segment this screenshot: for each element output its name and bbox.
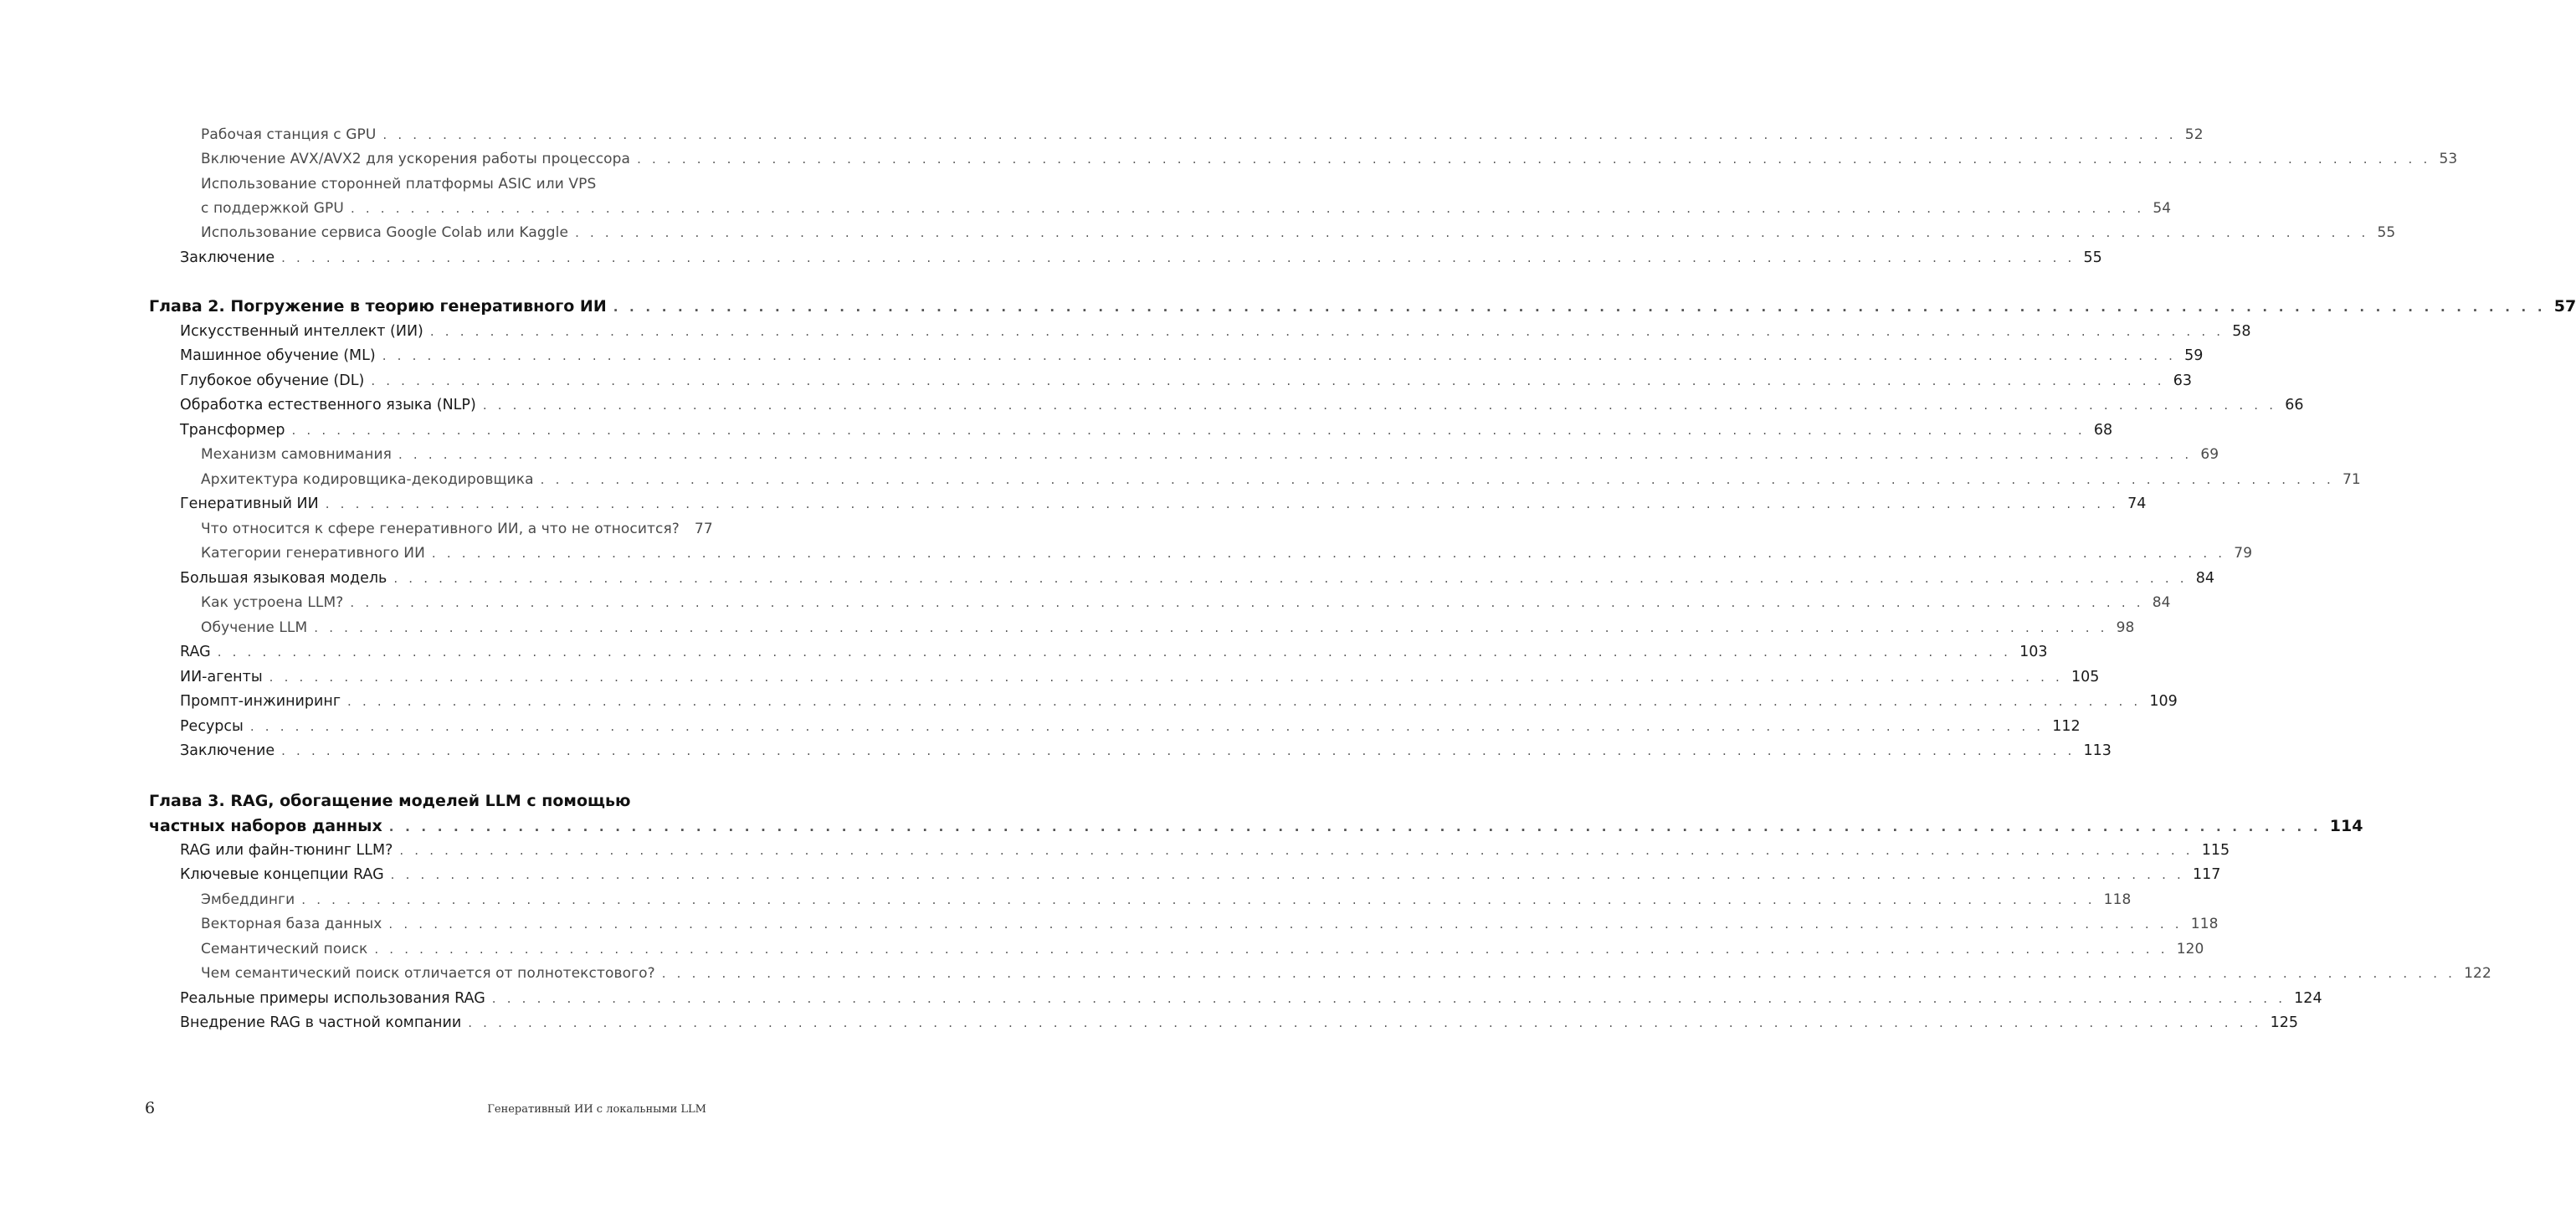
toc-page-number: 112 (2052, 718, 2081, 735)
toc-dot-leader: . . . . . . . . . . . . . . . . . . . . . . . . . . . . . . . . . . . . . . . . . . . . . . . . . . . . . . . . . . . . . . . . . . . . . . . . . . . . . . . . . . . . . . . . . . . . . . . . . . . . . . . . . . . . . . . . . . . . . . . . (281, 250, 2076, 265)
toc-page-number: 84 (2195, 570, 2215, 587)
toc-entry (180, 397, 2304, 413)
toc-page-number: 113 (2083, 742, 2112, 759)
toc-dot-leader: . . . . . . . . . . . . . . . . . . . . . . . . . . . . . . . . . . . . . . . . . . . . . . . . . . . . . . . . . . . . . . . . . . . . . . . . . . . . . . . . . . . . . . . . . . . . . . . . . . . . . . . . . . . . . . . . . . . . . . . . (540, 472, 2335, 487)
toc-entry (180, 249, 2102, 266)
toc-page-number: 74 (2127, 495, 2147, 512)
toc-page-number: 115 (2201, 842, 2230, 859)
toc-entry (180, 669, 2100, 685)
toc-dot-leader: . . . . . . . . . . . . . . . . . . . . . . . . . . . . . . . . . . . . . . . . . . . . . . . . . . . . . . . . . . . . . . . . . . . . . . . . . . . . . . . . . . . . . . . . . . . . . . . . . . . . . . . . . . . . . . . . . . . . . . . . (350, 201, 2145, 216)
toc-entry-title: Трансформер (180, 422, 285, 439)
toc-entry (201, 151, 2458, 167)
toc-dot-leader: . . . . . . . . . . . . . . . . . . . . . . . . . . . . . . . . . . . . . . . . . . . . . . . . . . . . . . . . . . . . . . . . . . . . . . . . . . . . . . . . . . . . . . . . . . . . . . . . . . . . . . . . . . . . . . . . . . . . . . . . (661, 966, 2456, 981)
toc-page-number: 122 (2464, 965, 2491, 982)
toc-entry (180, 718, 2081, 735)
toc-entry (201, 619, 2135, 636)
toc-entry (180, 570, 2215, 587)
toc-page-number: 55 (2377, 224, 2396, 241)
toc-entry (180, 866, 2221, 883)
toc-entry (201, 594, 2171, 611)
toc-entry-title: Категории генеративного ИИ (201, 545, 425, 562)
toc-page-number: 55 (2083, 249, 2102, 266)
toc-page-number: 79 (2234, 545, 2253, 562)
toc-page-number: 124 (2294, 990, 2322, 1007)
toc-dot-leader: . . . . . . . . . . . . . . . . . . . . . . . . . . . . . . . . . . . . . . . . . . . . . . . . . . . . . . . . . . . . . . . . . . . . . . . . . . . . . . . . . . . . . . . . . . . . . . . . . . . . . . . . . . . . . . . . . . . . . . . . (468, 1015, 2262, 1030)
toc-entry-title: Векторная база данных (201, 916, 382, 932)
toc-entry-title: Внедрение RAG в частной компании (180, 1014, 462, 1031)
toc-dot-leader: . . . . . . . . . . . . . . . . . . . . . . . . . . . . . . . . . . . . . . . . . . . . . . . . . . . . . . . . . . . . . . . . . . . . . . . . . . . . . . . . . . . . . . . . . . . . . . . . . . . . . . . . . . . . . . . . . . . . . . . . (382, 348, 2177, 363)
toc-page-number: 118 (2190, 916, 2219, 932)
toc-entry-title: Эмбеддинги (201, 891, 295, 908)
toc-entry-title: Глубокое обучение (DL) (180, 372, 365, 389)
toc-entry-title: Промпт-инжиниринг (180, 693, 341, 710)
toc-dot-leader: . . . . . . . . . . . . . . . . . . . . . . . . . . . . . . . . . . . . . . . . . . . . . . . . . . . . . . . . . . . . . . . . . . . . . . . . . . . . . . . . . . . . . . . . . . . . . . . . . . . . . . . . . . . . . . . . . . . . . . . . (613, 300, 2546, 315)
toc-entry-title: Как устроена LLM? (201, 594, 344, 611)
toc-entry (180, 347, 2204, 364)
toc-entry-title: Глава 2. Погружение в теорию генеративного ИИ (149, 297, 607, 316)
toc-entry (201, 941, 2204, 957)
toc-entry-title: Машинное обучение (ML) (180, 347, 376, 364)
toc-page-number: 66 (2285, 397, 2304, 413)
toc-entry (201, 446, 2219, 463)
toc-dot-leader: . . . . . . . . . . . . . . . . . . . . . . . . . . . . . . . . . . . . . . . . . . . . . . . . . . . . . . . . . . . . . . . . . . . . . . . . . . . . . . . . . . . . . . . . . . . . . . . . . . . . . . . . . . . . . . . . . . . . . . . . (482, 398, 2277, 413)
toc-entry (201, 471, 2361, 488)
toc-dot-leader: . . . . . . . . . . . . . . . . . . . . . . . . . . . . . . . . . . . . . . . . . . . . . . . . . . . . . . . . . . . . . . . . . . . . . . . . . . . . . . . . . . . . . . . . . . . . . . . . . . . . . . . . . . . . . . . . . . . . . . . . (217, 644, 2012, 660)
toc-entry (201, 545, 2253, 562)
toc-entry (180, 990, 2322, 1007)
toc-dot-leader: . . . . . . . . . . . . . . . . . . . . . . . . . . . . . . . . . . . . . . . . . . . . . . . . . . . . . . . . . . . . . . . . . . . . . . . . . . . . . . . . . . . . . . . . . . . . . . . . . . . . . . . . . . . . . . . . . . . . . . . . (325, 496, 2120, 511)
toc-entry-title: Ресурсы (180, 718, 244, 735)
toc-entry-title: Ключевые концепции RAG (180, 866, 384, 883)
toc-dot-leader: . . . . . . . . . . . . . . . . . . . . . . . . . . . . . . . . . . . . . . . . . . . . . . . . . . . . . . . . . . . . . . . . . . . . . . . . . . . . . . . . . . . . . . . . . . . . . . . . . . . . . . . . . . . . . . . . . . . . . . . . (382, 127, 2177, 142)
toc-chapter-entry (149, 817, 2363, 835)
toc-entry-title: Обработка естественного языка (NLP) (180, 397, 476, 413)
toc-entry-title: RAG или файн-тюнинг LLM? (180, 842, 393, 859)
toc-entry-title: Искусственный интеллект (ИИ) (180, 323, 423, 340)
toc-dot-leader: . . . . . . . . . . . . . . . . . . . . . . . . . . . . . . . . . . . . . . . . . . . . . . . . . . . . . . . . . . . . . . . . . . . . . . . . . . . . . . . . . . . . . . . . . . . . . . . . . . . . . . . . . . . . . . . . . . . . . . . . (388, 916, 2183, 932)
toc-dot-leader: . . . . . . . . . . . . . . . . . . . . . . . . . . . . . . . . . . . . . . . . . . . . . . . . . . . . . . . . . . . . . . . . . . . . . . . . . . . . . . . . . . . . . . . . . . . . . . . . . . . . . . . . . . . . . . . . . . . . . . . . (281, 743, 2076, 758)
toc-page-number: 118 (2103, 891, 2132, 908)
toc-entry-title: Включение AVX/AVX2 для ускорения работы процессора (201, 151, 631, 167)
toc-dot-leader: . . . . . . . . . . . . . . . . . . . . . . . . . . . . . . . . . . . . . . . . . . . . . . . . . . . . . . . . . . . . . . . . . . . . . . . . . . . . . . . . . . . . . . . . . . . . . . . . . . . . . . . . . . . . . . . . . . . . . . . . (371, 373, 2165, 388)
toc-entry (201, 176, 711, 193)
toc-page-number: 54 (2153, 200, 2172, 217)
toc-entry (180, 693, 2178, 710)
toc-dot-leader: . . . . . . . . . . . . . . . . . . . . . . . . . . . . . . . . . . . . . . . . . . . . . . . . . . . . . . . . . . . . . . . . . . . . . . . . . . . . . . . . . . . . . . . . . . . . . . . . . . . . . . . . . . . . . . . . . . . . . . . . (575, 225, 2369, 240)
toc-entry-title: RAG (180, 644, 211, 660)
toc-page-number: 53 (2439, 151, 2458, 167)
toc-entry-title: Архитектура кодировщика-декодировщика (201, 471, 534, 488)
toc-page-number: 58 (2232, 323, 2251, 340)
toc-dot-leader: . . . . . . . . . . . . . . . . . . . . . . . . . . . . . . . . . . . . . . . . . . . . . . . . . . . . . . . . . . . . . . . . . . . . . . . . . . . . . . . . . . . . . . . . . . . . . . . . . . . . . . . . . . . . . . . . . . . . . . . . (249, 719, 2045, 734)
toc-dot-leader: . . . . . . . . . . . . . . . . . . . . . . . . . . . . . . . . . . . . . . . . . . . . . . . . . . . . . . . . . . . . . . . . . . . . . . . . . . . . . . . . . . . . . . . . . . . . . . . . . . . . . . . . . . . . . . . . . . . . . . . . (314, 620, 2108, 635)
toc-page-number: 57 (2553, 297, 2576, 316)
toc-entry (180, 1014, 2299, 1031)
toc-chapter-entry (149, 297, 2576, 316)
toc-dot-leader: . . . . . . . . . . . . . . . . . . . . . . . . . . . . . . . . . . . . . . . . . . . . . . . . . . . . . . . . . . . . . . . . . . . . . . . . . . . . . . . . . . . . . . . . . . . . . . . . . . . . . . . . . . . . . . . . . . . . . . . . (390, 867, 2185, 882)
toc-page-number: 69 (2200, 446, 2219, 463)
toc-dot-leader: . . . . . . . . . . . . . . . . . . . . . . . . . . . . . . . . . . . . . . . . . . . . . . . . . . . . . . . . . . . . . . . . . . . . . . . . . . . . . . . . . . . . . . . . . . . . . . . . . . . . . . . . . . . . . . . . . . . . . . . . (301, 892, 2096, 907)
toc-entry (180, 372, 2192, 389)
toc-entry-title: Чем семантический поиск отличается от полнотекстового? (201, 965, 655, 982)
toc-entry-title: Рабочая станция с GPU (201, 126, 377, 143)
toc-entry-title: Глава 3. RAG, обогащение моделей LLM с помощью (149, 792, 631, 810)
toc-page-number: 84 (2152, 594, 2171, 611)
page-number: 6 (145, 1099, 156, 1117)
toc-page-number: 125 (2270, 1014, 2299, 1031)
toc-dot-leader: . . . . . . . . . . . . . . . . . . . . . . . . . . . . . . . . . . . . . . . . . . . . . . . . . . . . . . . . . . . . . . . . . . . . . . . . . . . . . . . . . . . . . . . . . . . . . . . . . . . . . . . . . . . . . . . . . . . . . . . . (431, 546, 2226, 561)
toc-entry-title: Заключение (180, 742, 275, 759)
toc-entry (180, 742, 2112, 759)
toc-entry-title: частных наборов данных (149, 817, 382, 835)
toc-entry (201, 891, 2132, 908)
toc-dot-leader: . . . . . . . . . . . . . . . . . . . . . . . . . . . . . . . . . . . . . . . . . . . . . . . . . . . . . . . . . . . . . . . . . . . . . . . . . . . . . . . . . . . . . . . . . . . . . . . . . . . . . . . . . . . . . . . . . . . . . . . . (399, 843, 2194, 858)
toc-entry-title: Семантический поиск (201, 941, 368, 957)
toc-entry (180, 495, 2147, 512)
toc-entry (180, 422, 2113, 439)
toc-entry-title: Использование сторонней платформы ASIC или VPS (201, 176, 597, 193)
toc-page-number: 59 (2184, 347, 2204, 364)
toc-entry-title: Большая языковая модель (180, 570, 387, 587)
toc-page-number: 63 (2173, 372, 2192, 389)
toc-entry (180, 842, 2230, 859)
toc-entry-title: ИИ-агенты (180, 669, 263, 685)
toc-entry-title: Реальные примеры использования RAG (180, 990, 485, 1007)
toc-entry-title: Что относится к сфере генеративного ИИ, а что не относится? (201, 521, 680, 537)
toc-entry (201, 521, 711, 537)
toc-page-number: 114 (2329, 817, 2363, 835)
toc-dot-leader: . . . . . . . . . . . . . . . . . . . . . . . . . . . . . . . . . . . . . . . . . . . . . . . . . . . . . . . . . . . . . . . . . . . . . . . . . . . . . . . . . . . . . . . . . . . . . . . . . . . . . . . . . . . . . . . . . . . . . . . . (291, 423, 2086, 438)
running-footer-title: Генеративный ИИ с локальными LLM (487, 1103, 706, 1116)
toc-entry (201, 916, 2219, 932)
toc-page-number: 68 (2093, 422, 2113, 439)
toc-page-number: 103 (2019, 644, 2048, 660)
toc-dot-leader: . . . . . . . . . . . . . . . . . . . . . . . . . . . . . . . . . . . . . . . . . . . . . . . . . . . . . . . . . . . . . . . . . . . . . . . . . . . . . . . . . . . . . . . . . . . . . . . . . . . . . . . . . . . . . . . . . . . . . . . . (347, 694, 2142, 709)
toc-entry (201, 224, 2396, 241)
toc-chapter-entry (149, 792, 711, 810)
toc-dot-leader: . . . . . . . . . . . . . . . . . . . . . . . . . . . . . . . . . . . . . . . . . . . . . . . . . . . . . . . . . . . . . . . . . . . . . . . . . . . . . . . . . . . . . . . . . . . . . . . . . . . . . . . . . . . . . . . . . . . . . . . . (388, 819, 2322, 834)
toc-page-number: 109 (2149, 693, 2178, 710)
toc-entry-title: Обучение LLM (201, 619, 308, 636)
toc-entry (201, 965, 2491, 982)
toc-dot-leader: . . . . . . . . . . . . . . . . . . . . . . . . . . . . . . . . . . . . . . . . . . . . . . . . . . . . . . . . . . . . . . . . . . . . . . . . . . . . . . . . . . . . . . . . . . . . . . . . . . . . . . . . . . . . . . . . . . . . . . . . (374, 942, 2168, 957)
toc-page-number: 105 (2071, 669, 2100, 685)
toc-page-number: 120 (2176, 941, 2204, 957)
toc-dot-leader: . . . . . . . . . . . . . . . . . . . . . . . . . . . . . . . . . . . . . . . . . . . . . . . . . . . . . . . . . . . . . . . . . . . . . . . . . . . . . . . . . . . . . . . . . . . . . . . . . . . . . . . . . . . . . . . . . . . . . . . . (491, 991, 2286, 1006)
toc-dot-leader: . . . . . . . . . . . . . . . . . . . . . . . . . . . . . . . . . . . . . . . . . . . . . . . . . . . . . . . . . . . . . . . . . . . . . . . . . . . . . . . . . . . . . . . . . . . . . . . . . . . . . . . . . . . . . . . . . . . . . . . . (398, 447, 2193, 462)
toc-page-number: 52 (2184, 126, 2204, 143)
toc-dot-leader: . . . . . . . . . . . . . . . . . . . . . . . . . . . . . . . . . . . . . . . . . . . . . . . . . . . . . . . . . . . . . . . . . . . . . . . . . . . . . . . . . . . . . . . . . . . . . . . . . . . . . . . . . . . . . . . . . . . . . . . . (637, 151, 2431, 167)
toc-dot-leader: . . . . . . . . . . . . . . . . . . . . . . . . . . . . . . . . . . . . . . . . . . . . . . . . . . . . . . . . . . . . . . . . . . . . . . . . . . . . . . . . . . . . . . . . . . . . . . . . . . . . . . . . . . . . . . . . . . . . . . . . (269, 670, 2064, 685)
toc-page-number: 71 (2343, 471, 2361, 488)
toc-dot-leader: . . . . . . . . . . . . . . . . . . . . . . . . . . . . . . . . . . . . . . . . . . . . . . . . . . . . . . . . . . . . . . . . . . . . . . . . . . . . . . . . . . . . . . . . . . . . . . . . . . . . . . . . . . . . . . . . . . . . . . . . (350, 595, 2144, 610)
toc-entry (201, 126, 2204, 143)
toc-entry-title: Заключение (180, 249, 275, 266)
toc-entry-title: с поддержкой GPU (201, 200, 344, 217)
toc-entry-title: Механизм самовнимания (201, 446, 392, 463)
toc-dot-leader: . . . . . . . . . . . . . . . . . . . . . . . . . . . . . . . . . . . . . . . . . . . . . . . . . . . . . . . . . . . . . . . . . . . . . . . . . . . . . . . . . . . . . . . . . . . . . . . . . . . . . . . . . . . . . . . . . . . . . . . . (393, 571, 2188, 586)
toc-page-number: 98 (2116, 619, 2135, 636)
toc-page-number: 77 (694, 521, 713, 537)
toc-dot-leader: . . . . . . . . . . . . . . . . . . . . . . . . . . . . . . . . . . . . . . . . . . . . . . . . . . . . . . . . . . . . . . . . . . . . . . . . . . . . . . . . . . . . . . . . . . . . . . . . . . . . . . . . . . . . . . . . . . . . . . . . (429, 324, 2224, 339)
toc-entry (180, 644, 2048, 660)
toc-page-number: 117 (2193, 866, 2221, 883)
toc-entry (201, 200, 2172, 217)
toc-entry-title: Генеративный ИИ (180, 495, 319, 512)
toc-entry-title: Использование сервиса Google Colab или Kaggle (201, 224, 569, 241)
toc-entry (180, 323, 2251, 340)
